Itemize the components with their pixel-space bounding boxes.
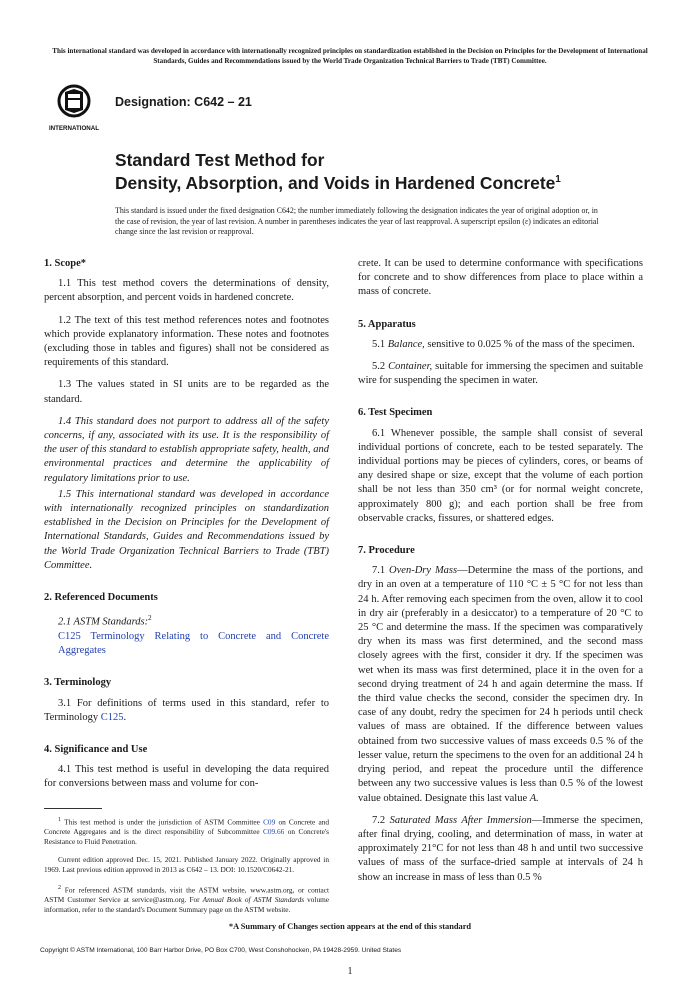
issued-note: This standard is issued under the fixed designation C642; the number immediately following the designation indicates the year of original adoption or, in the case of revision, the year of last revision. A number in parentheses indicates the year of last reapproval. A superscript epsilon (ε) indicates an editorial change since the last revision or reapproval. <box>115 206 599 237</box>
para-5-1-num: 5.1 <box>372 338 386 350</box>
summary-of-changes-note: *A Summary of Changes section appears at the end of this standard <box>228 922 472 931</box>
para-5-2-text: suitable for immersing the specimen and suitable wire for suspending the specimen in water. <box>358 361 643 387</box>
para-2-1 <box>44 611 329 630</box>
astm-logo <box>43 80 105 132</box>
footnote-2-italic: Annual Book of ASTM Standards <box>202 895 305 905</box>
section-heading-scope: 1. Scope* <box>44 258 86 269</box>
terminology-c125-link[interactable]: C125 <box>100 711 124 723</box>
para-7-2-term: Saturated Mass After Immersion <box>389 814 532 826</box>
title-footnote-ref: 1 <box>555 174 561 185</box>
right-column <box>358 257 643 893</box>
subcommittee-c0966-link[interactable]: C09.66 <box>263 827 285 837</box>
logo-label: INTERNATIONAL <box>48 125 100 132</box>
para-5-2-term: Container, <box>388 361 433 373</box>
footnote-2-b: volume information, refer to the standard's Document Summary page on the ASTM website. <box>44 895 330 915</box>
para-1-3: 1.3 The values stated in SI units are to be regarded as the standard. <box>44 379 329 405</box>
section-heading-significance: 4. Significance and Use <box>44 743 148 755</box>
section-heading-test-specimen: 6. Test Specimen <box>358 407 433 419</box>
title-line-2-text: Density, Absorption, and Voids in Hardened Concrete <box>115 172 556 193</box>
footnote-divider <box>44 808 102 809</box>
footnote-1-a: This test method is under the jurisdiction of ASTM Committee <box>64 817 260 827</box>
para-1-4-text: 1.4 This standard does not purport to address all of the safety concerns, if any, associated with its use. It is the responsibility of the user of this standard to establish appropriate safety, health, and environmental practices and determine the applicability of regulatory limitations prior to use. <box>44 415 329 484</box>
para-1-1: 1.1 This test method covers the determinations of density, percent absorption, and percent voids in hardened concrete. <box>44 278 329 304</box>
para-7-1-term: Oven-Dry Mass <box>389 565 458 577</box>
section-heading-apparatus: 5. Apparatus <box>358 318 416 330</box>
para-5-1 <box>358 338 643 352</box>
para-6-1: 6.1 Whenever possible, the sample shall consist of several individual portions of concrete, each to be tested separately. The individual portions may be pieces of cylinders, cores, or beams of any desired shape or size, except that the volume of each portion shall be not less than 350 cm³ (or for normal weight concrete, approximately 800 g); and each portion shall be free from observable cracks, fissures, or shattered edges. <box>358 427 643 524</box>
para-7-1-var: A. <box>529 792 539 804</box>
footnote-1-edition: Current edition approved Dec. 15, 2021. Published January 2022. Originally approved in 1969. Last previous edition approved in 2013 as C642 – 13. DOI: 10.1520/C0642-21. <box>44 855 329 875</box>
para-7-1 <box>358 564 643 805</box>
tbt-notice: This international standard was developed in accordance with internationally recognized principles on standardization established in the Decision on Principles for the Development of International Standards, Guides and Recommendations issued by the World Trade Organization Technical Barriers to Trade (TBT) Committee. <box>52 47 648 65</box>
para-7-1-text: —Determine the mass of the portions, and dry in an oven at a temperature of 110 °C ± 5 °C for not less than 24 h. After removing each specimen from the oven, allow it to cool in dry air (preferably in a desiccator) to a temperature of 20 °C to 25 °C and determine the mass. If the specimen was comparatively dry when its mass was first determined, and the second mass closely agrees with the first, consider it dry. If the specimen was wet when its mass was first determined, place it in the oven for a second drying treatment of 24 h and again determine the mass. If the third value checks the second, consider the specimen dry. In case of any doubt, redry the specimen for 24 h periods until check values of mass are obtained. If the difference between values obtained from two successive values of mass exceeds 0.5 % of the lesser value, return the specimens to the oven for an additional 24 h drying period, and repeat the procedure until the difference between any two successive values is less than 0.5 % of the lowest value obtained. Designate this last value <box>358 565 643 804</box>
document-title <box>115 150 561 193</box>
para-1-4 <box>44 415 329 486</box>
section-heading-procedure: 7. Procedure <box>358 545 415 557</box>
page-number: 1 <box>347 966 353 977</box>
para-7-2-text: —Immerse the specimen, after final drying, cooling, and determination of mass, in water at approximately 21°C for not less than 48 h and until two successive values of mass of the surface-dried sample at intervals of 24 h show an increase in mass of less than 0.5 % <box>358 814 643 883</box>
para-5-2 <box>358 360 643 388</box>
footnote-1-b: on Concrete and Concrete Aggregates and is the direct responsibility of Subcommittee <box>44 817 329 837</box>
reference-c125[interactable] <box>44 630 329 658</box>
para-2-1-text: 2.1 ASTM Standards: <box>58 616 149 628</box>
title-line-1: Standard Test Method for <box>115 150 325 170</box>
para-7-2-num: 7.2 <box>372 814 386 826</box>
para-4-1: 4.1 This test method is useful in developing the data required for conversions between mass and volume for con- <box>44 764 329 790</box>
reference-c125-title[interactable]: Terminology Relating to Concrete and Concrete Aggregates <box>58 630 329 657</box>
para-5-2-num: 5.2 <box>372 361 386 373</box>
left-column <box>44 257 329 923</box>
para-2-1-footnote-ref: 2 <box>148 614 152 623</box>
para-3-1-text: 3.1 For definitions of terms used in this standard, refer to Terminology <box>44 697 329 723</box>
para-1-2: 1.2 The text of this test method references notes and footnotes which provide explanatory information. These notes and footnotes (excluding those in tables and figures) shall not be considered as requirements of this standard. <box>44 314 329 369</box>
para-4-1-continued: crete. It can be used to determine conformance with specifications for concrete and to show differences from place to place within a mass of concrete. <box>358 258 643 298</box>
section-heading-referenced-documents: 2. Referenced Documents <box>44 592 158 604</box>
footnote-1: $^1$ This test method is under the jurisdiction of ASTM Committee C09 on Concrete and Concrete Aggregates and is the direct responsibility of Subcommittee C09.66 on Concrete's Resistance to Fluid Penetration. <box>44 816 329 847</box>
para-1-5 <box>44 488 329 573</box>
footnote-2-a: For referenced ASTM standards, visit the ASTM website, www.astm.org, or contact ASTM Customer Service at service@astm.org. For <box>44 885 329 905</box>
para-3-1: 3.1 For definitions of terms used in this standard, refer to Terminology C125. <box>44 697 329 723</box>
footnote-2: $^2$ For referenced ASTM standards, visit the ASTM website, www.astm.org, or contact ASTM Customer Service at service@astm.org. For Annual Book of ASTM Standards volume information, refer to the standard's Document Summary page on the ASTM website. <box>44 885 330 915</box>
title-line-2 <box>115 170 561 193</box>
copyright-line: Copyright © ASTM International, 100 Barr Harbor Drive, PO Box C700, West Conshohocken, PA 19428-2959. United States <box>40 947 402 954</box>
reference-c125-code[interactable]: C125 <box>58 630 81 642</box>
designation: Designation: C642 – 21 <box>115 95 252 109</box>
para-5-1-text: sensitive to 0.025 % of the mass of the specimen. <box>427 338 635 350</box>
para-7-2 <box>358 814 643 885</box>
committee-c09-link[interactable]: C09 <box>263 817 276 827</box>
para-1-5-text: 1.5 This international standard was developed in accordance with internationally recognized principles on standardization established in the Decision on Principles for the Development of International Standards, Guides and Recommendations issued by the World Trade Organization Technical Barriers to Trade (TBT) Committee. <box>44 488 329 571</box>
para-7-1-num: 7.1 <box>372 565 386 577</box>
footnote-1-c: on Concrete's Resistance to Fluid Penetration. <box>44 827 329 847</box>
para-5-1-term: Balance, <box>387 338 425 350</box>
section-heading-terminology: 3. Terminology <box>44 677 112 689</box>
